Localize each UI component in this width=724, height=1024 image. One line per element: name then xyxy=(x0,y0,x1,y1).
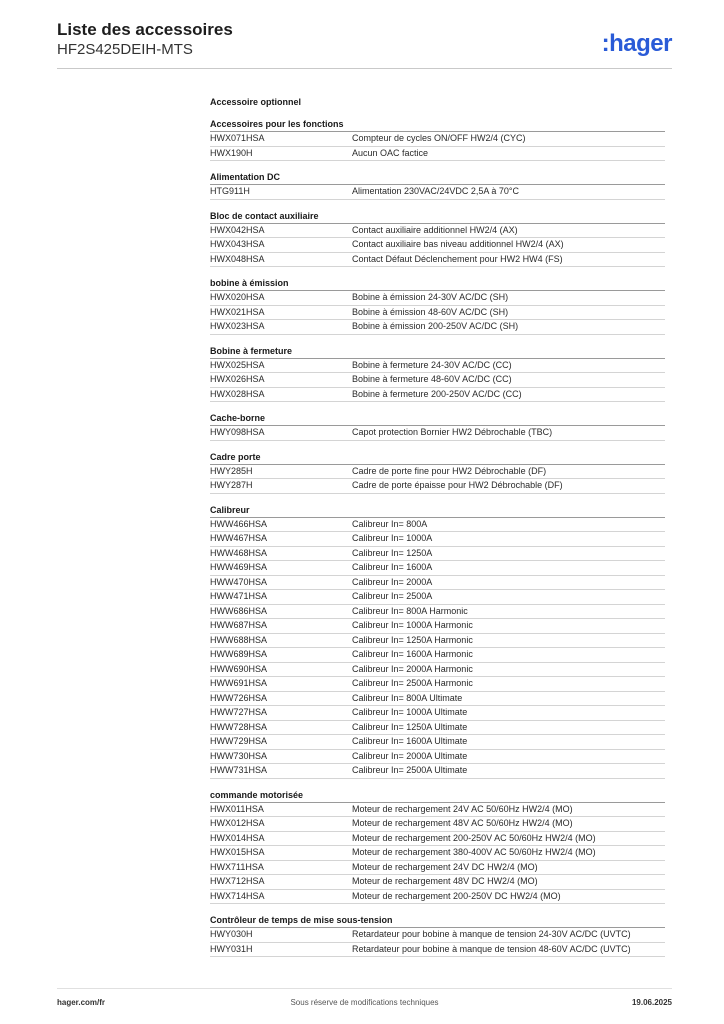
accessory-row xyxy=(210,817,665,832)
accessory-reference: HWW470HSA xyxy=(210,576,268,587)
accessory-description: Calibreur In= 800A xyxy=(352,518,428,529)
accessory-reference: HWW730HSA xyxy=(210,750,268,761)
accessory-row xyxy=(210,224,665,239)
accessory-reference: HWW731HSA xyxy=(210,765,268,775)
accessory-reference: HWX011HSA xyxy=(210,803,264,814)
accessory-description: Calibreur In= 2500A xyxy=(352,591,433,601)
accessory-row xyxy=(210,750,665,765)
accessory-reference: HWX042HSA xyxy=(210,224,265,235)
accessory-reference: HWX043HSA xyxy=(210,239,265,249)
accessory-row xyxy=(210,518,665,533)
accessory-row xyxy=(210,132,665,147)
accessory-row xyxy=(210,306,665,321)
accessory-description: Compteur de cycles ON/OFF HW2/4 (CYC) xyxy=(352,133,526,143)
accessory-reference: HWW469HSA xyxy=(210,562,268,572)
accessory-description: Moteur de rechargement 24V AC 50/60Hz HW2/4 (MO) xyxy=(352,803,573,814)
accessory-reference: HWW471HSA xyxy=(210,591,268,601)
accessory-description: Calibreur In= 2000A Ultimate xyxy=(352,750,468,761)
accessory-description: Contact auxiliaire bas niveau additionnel HW2/4 (AX) xyxy=(352,239,564,249)
accessory-reference: HWW728HSA xyxy=(210,721,268,732)
accessory-description: Moteur de rechargement 24V DC HW2/4 (MO) xyxy=(352,861,538,872)
accessory-row xyxy=(210,634,665,649)
accessory-reference: HWW686HSA xyxy=(210,605,268,616)
accessory-reference: HWW688HSA xyxy=(210,634,268,645)
product-reference: HF2S425DEIH-MTS xyxy=(57,41,193,58)
accessory-reference: HTG911H xyxy=(210,186,250,196)
accessory-row xyxy=(210,706,665,721)
page-footer xyxy=(57,998,672,1007)
accessory-reference: HWW729HSA xyxy=(210,736,268,746)
hager-logo: :hager xyxy=(601,30,672,57)
section-title: Cadre porte xyxy=(210,451,665,465)
accessory-description: Calibreur In= 800A Ultimate xyxy=(352,692,463,703)
accessory-reference: HWX028HSA xyxy=(210,388,265,399)
accessory-row xyxy=(210,832,665,847)
accessory-reference: HWX015HSA xyxy=(210,847,265,857)
accessory-description: Capot protection Bornier HW2 Débrochable (TBC) xyxy=(352,427,553,437)
accessory-description: Moteur de rechargement 200-250V AC 50/60Hz HW2/4 (MO) xyxy=(352,832,596,843)
accessory-row xyxy=(210,590,665,605)
accessory-row xyxy=(210,861,665,876)
section-title: Cache-borne xyxy=(210,412,665,426)
accessory-row xyxy=(210,547,665,562)
accessory-description: Alimentation 230VAC/24VDC 2,5A à 70°C xyxy=(352,186,520,196)
accessory-reference: HWX021HSA xyxy=(210,306,265,317)
accessory-description: Bobine à fermeture 24-30V AC/DC (CC) xyxy=(352,359,512,370)
accessory-reference: HWX020HSA xyxy=(210,292,265,302)
page-title: Liste des accessoires xyxy=(57,20,233,39)
accessory-reference: HWY287H xyxy=(210,480,253,490)
accessory-reference: HWW691HSA xyxy=(210,678,268,688)
accessory-row xyxy=(210,532,665,547)
accessory-description: Calibreur In= 1250A Ultimate xyxy=(352,721,468,732)
accessory-row xyxy=(210,677,665,692)
accessory-reference: HWW690HSA xyxy=(210,663,268,674)
accessory-reference: HWW687HSA xyxy=(210,620,268,630)
accessory-row xyxy=(210,359,665,374)
accessory-row xyxy=(210,185,665,200)
accessory-reference: HWW727HSA xyxy=(210,707,268,717)
accessory-row xyxy=(210,735,665,750)
accessory-reference: HWX712HSA xyxy=(210,876,265,886)
accessory-description: Cadre de porte fine pour HW2 Débrochable (DF) xyxy=(352,465,547,476)
accessory-description: Calibreur In= 800A Harmonic xyxy=(352,605,468,616)
accessory-description: Aucun OAC factice xyxy=(352,147,429,158)
accessory-reference: HWY031H xyxy=(210,943,253,954)
accessory-description: Calibreur In= 1600A Ultimate xyxy=(352,736,468,746)
accessory-row xyxy=(210,943,665,958)
accessory-description: Moteur de rechargement 200-250V DC HW2/4 (MO) xyxy=(352,890,561,901)
footer-divider xyxy=(57,988,672,989)
accessory-reference: HWW467HSA xyxy=(210,533,268,543)
accessory-description: Calibreur In= 1250A Harmonic xyxy=(352,634,473,645)
accessory-row xyxy=(210,619,665,634)
accessory-description: Calibreur In= 1000A Harmonic xyxy=(352,620,473,630)
accessory-reference: HWY030H xyxy=(210,929,253,939)
section-title: Alimentation DC xyxy=(210,171,665,185)
accessory-description: Bobine à fermeture 200-250V AC/DC (CC) xyxy=(352,388,522,399)
accessory-row xyxy=(210,147,665,162)
accessory-row xyxy=(210,721,665,736)
accessory-row xyxy=(210,576,665,591)
accessory-row xyxy=(210,875,665,890)
accessory-description: Calibreur In= 2000A Harmonic xyxy=(352,663,473,674)
header-divider xyxy=(57,68,672,69)
accessory-reference: HWX714HSA xyxy=(210,890,265,901)
accessory-description: Bobine à émission 48-60V AC/DC (SH) xyxy=(352,306,509,317)
accessory-description: Moteur de rechargement 380-400V AC 50/60Hz HW2/4 (MO) xyxy=(352,847,596,857)
accessory-description: Calibreur In= 2500A Ultimate xyxy=(352,765,468,775)
accessory-description: Calibreur In= 1000A xyxy=(352,533,433,543)
section-title: Bloc de contact auxiliaire xyxy=(210,210,665,224)
accessory-row xyxy=(210,648,665,663)
accessory-description: Bobine à émission 200-250V AC/DC (SH) xyxy=(352,321,519,331)
accessory-description: Moteur de rechargement 48V AC 50/60Hz HW2/4 (MO) xyxy=(352,818,573,828)
footer-date: 19.06.2025 xyxy=(631,998,672,1007)
accessory-reference: HWW726HSA xyxy=(210,692,268,703)
accessory-reference: HWY098HSA xyxy=(210,427,265,437)
accessory-description: Bobine à fermeture 48-60V AC/DC (CC) xyxy=(352,374,512,384)
accessory-row xyxy=(210,320,665,335)
accessory-row xyxy=(210,663,665,678)
section-title: Calibreur xyxy=(210,504,665,518)
section-title: commande motorisée xyxy=(210,789,665,803)
accessory-description: Calibreur In= 2000A xyxy=(352,576,433,587)
accessory-reference: HWX071HSA xyxy=(210,133,265,143)
accessory-description: Calibreur In= 2500A Harmonic xyxy=(352,678,473,688)
accessory-row xyxy=(210,388,665,403)
accessory-description: Contact Défaut Déclenchement pour HW2 HW4 (FS) xyxy=(352,253,563,264)
accessory-row xyxy=(210,238,665,253)
accessory-reference: HWW466HSA xyxy=(210,518,268,529)
accessory-row xyxy=(210,373,665,388)
accessory-row xyxy=(210,692,665,707)
accessory-description: Retardateur pour bobine à manque de tension 48-60V AC/DC (UVTC) xyxy=(352,943,631,954)
accessory-row xyxy=(210,426,665,441)
section-title: Accessoires pour les fonctions xyxy=(210,118,665,132)
accessory-row xyxy=(210,803,665,818)
accessory-description: Calibreur In= 1000A Ultimate xyxy=(352,707,468,717)
accessory-row xyxy=(210,479,665,494)
accessory-reference: HWX190H xyxy=(210,147,253,158)
accessory-row xyxy=(210,253,665,268)
accessories-list xyxy=(210,96,665,957)
accessory-row xyxy=(210,291,665,306)
accessory-row xyxy=(210,846,665,861)
accessory-reference: HWX014HSA xyxy=(210,832,265,843)
accessory-row xyxy=(210,605,665,620)
accessory-reference: HWY285H xyxy=(210,465,253,476)
section-title: Contrôleur de temps de mise sous-tension xyxy=(210,914,665,928)
accessory-description: Contact auxiliaire additionnel HW2/4 (AX) xyxy=(352,224,518,235)
accessory-description: Calibreur In= 1250A xyxy=(352,547,433,558)
accessory-reference: HWX025HSA xyxy=(210,359,265,370)
accessory-row xyxy=(210,561,665,576)
accessory-row xyxy=(210,465,665,480)
accessory-row xyxy=(210,764,665,779)
accessory-description: Calibreur In= 1600A Harmonic xyxy=(352,649,473,659)
accessory-reference: HWX023HSA xyxy=(210,321,265,331)
accessory-reference: HWX012HSA xyxy=(210,818,265,828)
accessory-description: Calibreur In= 1600A xyxy=(352,562,433,572)
accessory-reference: HWX711HSA xyxy=(210,861,264,872)
accessory-reference: HWW468HSA xyxy=(210,547,268,558)
accessory-reference: HWX048HSA xyxy=(210,253,265,264)
accessory-reference: HWX026HSA xyxy=(210,374,265,384)
footer-note: Sous réserve de modifications techniques xyxy=(290,998,439,1007)
document-header xyxy=(57,20,233,59)
accessory-description: Bobine à émission 24-30V AC/DC (SH) xyxy=(352,292,509,302)
accessory-description: Retardateur pour bobine à manque de tension 24-30V AC/DC (UVTC) xyxy=(352,929,631,939)
section-title: bobine à émission xyxy=(210,277,665,291)
accessory-description: Moteur de rechargement 48V DC HW2/4 (MO) xyxy=(352,876,538,886)
footer-website[interactable]: hager.com/fr xyxy=(57,998,106,1007)
section-title: Bobine à fermeture xyxy=(210,345,665,359)
accessory-row xyxy=(210,928,665,943)
main-heading: Accessoire optionnel xyxy=(210,97,302,107)
accessory-row xyxy=(210,890,665,905)
accessory-reference: HWW689HSA xyxy=(210,649,268,659)
accessory-description: Cadre de porte épaisse pour HW2 Débrochable (DF) xyxy=(352,480,563,490)
